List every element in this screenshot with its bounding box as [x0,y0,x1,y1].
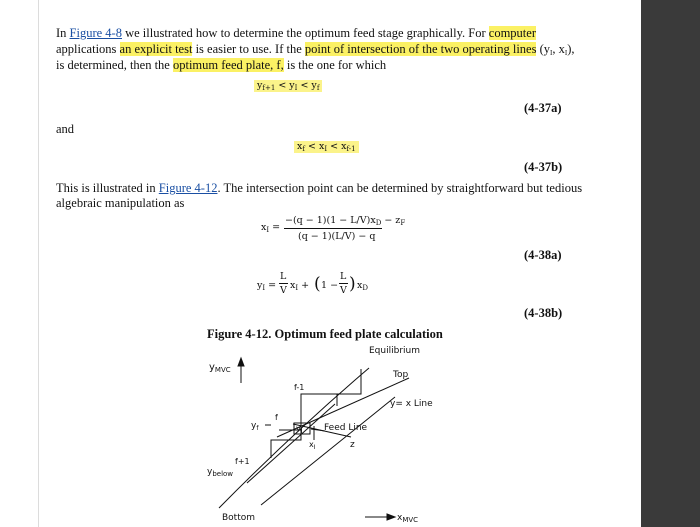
label-text: x [309,440,314,449]
figure-4-12-link[interactable]: Figure 4-12 [158,181,218,195]
eq-text: y [257,280,263,291]
x-axis-arrowhead [387,514,395,520]
text: is determined, then the [56,58,173,72]
equation-number-4-37b: (4-37b) [524,160,563,174]
eq-sub: f [316,84,320,92]
label-text: y [251,421,257,431]
eq-text: −(q − 1)(1 − L/V)x [285,215,376,226]
eq-text: < y [297,80,317,91]
frac-num: L [340,271,347,282]
viewer-left-margin [0,0,39,527]
label-equilibrium: Equilibrium [369,346,420,356]
viewer-right-panel [641,0,700,527]
label-ymvc [209,362,231,374]
eq-text: y [257,80,263,91]
paren-close: ) [349,274,356,294]
equation-number-4-38a: (4-38a) [524,248,562,262]
figure-caption: Figure 4-12. Optimum feed plate calculation [207,327,443,341]
eq-text: x [290,280,296,291]
stage-step-upper [337,369,361,406]
eq-text: x [357,280,363,291]
label-f: f [275,413,278,422]
eq-sub: F [400,219,406,227]
eq-sub: I [266,226,270,234]
eq-sub: f [302,145,305,153]
eq-sub: D [375,219,382,227]
eq-sub: D [362,284,368,292]
label-sub: MVC [214,366,231,374]
subscript: I [564,49,568,57]
eq-one-minus: 1 − [321,280,339,291]
label-xI [309,440,316,451]
eq-text: − z [381,215,401,226]
equation-4-38b-lhs: $y_I$ = [257,280,277,292]
highlight-optimum-feed-plate[interactable]: optimum feed plate, f, [172,58,284,72]
text: we illustrated how to determine the optimum feed stage graphically. For [121,26,489,40]
y-axis-arrowhead [238,358,244,366]
text: (y [536,42,550,56]
and-word: and [56,122,75,136]
text: applications [56,42,120,56]
eq-sub: I [294,84,298,92]
eq-text: < x [304,141,325,152]
label-text: y [207,467,213,477]
label-text: y [296,424,301,433]
eq-text: < y [275,80,295,91]
highlight-computer[interactable]: computer [488,26,536,40]
highlight-explicit-test[interactable]: an explicit test [119,42,193,56]
text: ), [567,42,575,56]
frac-num: L [280,271,287,282]
equation-number-4-38b: (4-38b) [524,306,563,320]
equation-number-4-37a: (4-37a) [524,101,562,115]
label-text: x [397,513,403,523]
label-text: y [209,362,215,373]
label-xmvc [397,513,418,524]
text: In [56,26,70,40]
subscript: I [550,49,553,57]
text: is easier to use. If the [192,42,305,56]
label-sub: I [313,444,316,451]
label-sub: MVC [402,516,419,524]
para2-line2: algebraic manipulation as [56,196,185,210]
highlight-intersection[interactable]: point of intersection of the two operating lines [304,42,537,56]
equation-4-38a-lhs: $x_I$ = [261,222,281,234]
y-equals-x-line [261,397,395,505]
label-yf [251,421,258,432]
eq-sub: I [262,284,266,292]
text: , x [552,42,565,56]
bottom-operating-line [247,404,335,483]
label-top: Top [393,370,409,380]
document-page [39,0,641,527]
label-sub: I [300,428,303,435]
label-yx-line: y= x Line [390,399,433,409]
text: is the one for which [283,58,387,72]
label-yI [296,424,303,435]
eq-text: x [261,222,267,233]
label-sub: f [256,425,259,432]
label-feed-line: Feed Line [324,423,368,433]
eq-mid: $x_I$ + [290,280,310,292]
eq-text: x [297,141,303,152]
label-bottom: Bottom [222,513,256,523]
label-sub: below [212,470,234,478]
eq-sub: I [295,284,299,292]
label-ybelow [207,467,233,478]
label-z: z [350,440,355,450]
eq-sub: f-1 [346,145,356,153]
text: . The intersection point can be determined by straightforward but tedious [217,181,583,195]
mccabe-thiele-diagram [39,0,641,527]
eq-sub: I [324,145,328,153]
label-f-minus-1: f-1 [294,383,305,392]
figure-4-8-link[interactable]: Figure 4-8 [69,26,122,40]
eq-sub: f+1 [262,84,276,92]
label-f-plus-1: f+1 [235,457,250,466]
paren-open: ( [314,274,321,294]
frac-den: V [340,285,347,296]
frac-den: V [280,285,287,296]
text: This is illustrated in [56,181,159,195]
eq-text: < x [327,141,347,152]
equation-4-38a-denominator: (q − 1)(L/V) − q [298,231,376,242]
